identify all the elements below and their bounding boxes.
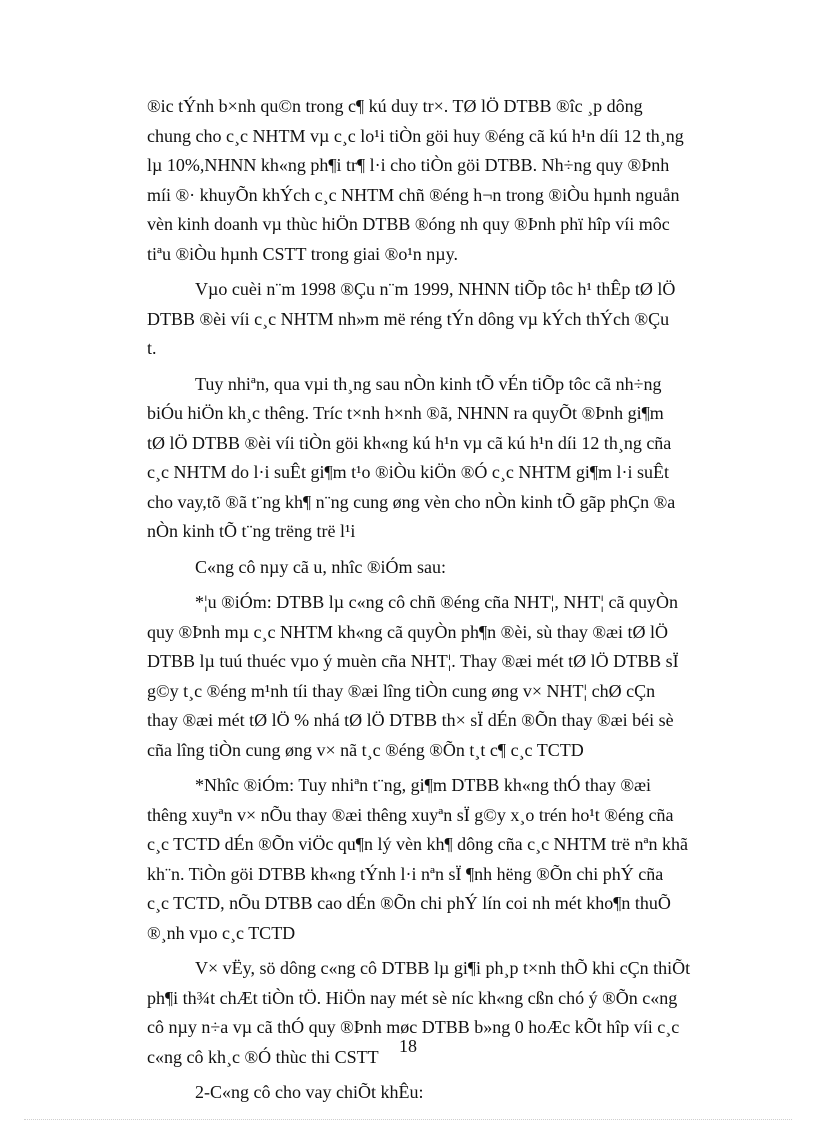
text-line: c¸c NHTM do l·i suÊt gi¶m t¹o ®iÒu kiÖn ®Ó c¸c NHTM gi¶m l·i suÊt <box>147 462 669 482</box>
text-line: Vµo cuèi n¨m 1998 ®Çu n¨m 1999, NHNN tiÕp tôc h¹ thÊp tØ lÖ <box>195 279 676 299</box>
text-line: míi ®· khuyÕn khÝch c¸c NHTM chñ ®éng h¬n trong ®iÒu hµnh nguån <box>147 184 680 205</box>
text-line: c«ng cô kh¸c ®Ó thùc thi CSTT <box>147 1046 379 1067</box>
paragraph-6-disadvantages <box>147 771 732 948</box>
text-line: *¦u ®iÓm: DTBB lµ c«ng cô chñ ®éng cña NHT¦, NHT¦ cã quyÒn <box>195 592 678 612</box>
text-line: cho vay,tõ ®ã t¨ng kh¶ n¨ng cung øng vèn cho nÒn kinh tÕ gãp phÇn ®a <box>147 491 676 512</box>
paragraph-3 <box>147 370 732 547</box>
text-line: c¸c TCTD dÉn ®Õn viÖc qu¶n lý vèn kh¶ dông cña c¸c NHTM trë nªn khã <box>147 834 688 854</box>
body-text <box>147 92 732 1114</box>
text-line: tØ lÖ DTBB ®èi víi tiÒn göi kh«ng kú h¹n vµ cã kú h¹n díi 12 th¸ng cña <box>147 432 672 453</box>
text-line: biÓu hiÖn kh¸c thêng. Tríc t×nh h×nh ®ã, NHNN ra quyÕt ®Þnh gi¶m <box>147 403 664 423</box>
text-line: tiªu ®iÒu hµnh CSTT trong giai ®o¹n nµy. <box>147 243 458 264</box>
text-line: DTBB lµ tuú thuéc vµo ý muèn cña NHT¦. Thay ®æi mét tØ lÖ DTBB sÏ <box>147 651 679 671</box>
text-line: c¸c TCTD, nÕu DTBB cao dÉn ®Õn chi phÝ lín coi nh mét kho¶n thuÕ <box>147 893 671 913</box>
paragraph-2 <box>147 275 732 364</box>
text-line: *Nhîc ®iÓm: Tuy nhiªn t¨ng, gi¶m DTBB kh«ng thÓ thay ®æi <box>195 775 652 795</box>
text-line: Tuy nhiªn, qua vµi th¸ng sau nÒn kinh tÕ vÉn tiÕp tôc cã nh÷ng <box>195 373 662 394</box>
text-line: kh¨n. TiÒn göi DTBB kh«ng tÝnh l·i nªn sÏ ¶nh hëng ®Õn chi phÝ cña <box>147 863 664 884</box>
page-number: 18 <box>399 1036 417 1056</box>
section-heading <box>147 1078 732 1108</box>
text-line: thay ®æi mét tØ lÖ % nhá tØ lÖ DTBB th× sÏ dÉn ®Õn thay ®æi béi sè <box>147 710 674 730</box>
text-line: ph¶i th¾t chÆt tiÒn tÖ. HiÖn nay mét sè níc kh«ng cßn chó ý ®Õn c«ng <box>147 987 678 1008</box>
text-line: ®ic tÝnh b×nh qu©n trong c¶ kú duy tr×. TØ lÖ DTBB ®îc ¸p dông <box>147 96 643 116</box>
text-line: g©y t¸c ®éng m¹nh tíi thay ®æi lîng tiÒn cung øng v× NHT¦ chØ cÇn <box>147 680 656 701</box>
text-line: C«ng cô nµy cã u, nhîc ®iÓm sau: <box>195 556 447 577</box>
text-line: lµ 10%,NHNN kh«ng ph¶i tr¶ l·i cho tiÒn göi DTBB. Nh÷ng quy ®Þnh <box>147 155 670 175</box>
text-line: ®¸nh vµo c¸c TCTD <box>147 922 296 943</box>
text-line: chung cho c¸c NHTM vµ c¸c lo¹i tiÒn göi huy ®éng cã kú h¹n díi 12 th¸ng <box>147 125 684 146</box>
paragraph-1 <box>147 92 732 269</box>
text-line: thêng xuyªn v× nÕu thay ®æi thêng xuyªn sÏ g©y x¸o trén ho¹t ®éng cña <box>147 804 674 825</box>
text-line: 2-C«ng cô cho vay chiÕt khÊu: <box>195 1082 424 1102</box>
paragraph-4 <box>147 553 732 583</box>
text-line: cô nµy n÷a vµ cã thÓ quy ®Þnh møc DTBB b»ng 0 hoÆc kÕt hîp víi c¸c <box>147 1017 680 1037</box>
paragraph-5-advantages <box>147 588 732 765</box>
page-bottom-divider <box>24 1119 792 1120</box>
text-line: cña lîng tiÒn cung øng v× nã t¸c ®éng ®Õn t¸t c¶ c¸c TCTD <box>147 739 584 760</box>
text-line: DTBB ®èi víi c¸c NHTM nh»m më réng tÝn dông vµ kÝch thÝch ®Çu <box>147 308 670 329</box>
text-line: vèn kinh doanh vµ thùc hiÖn DTBB ®óng nh quy ®Þnh phï hîp víi môc <box>147 214 670 234</box>
text-line: t. <box>147 338 157 358</box>
text-line: quy ®Þnh mµ c¸c NHTM kh«ng cã quyÒn ph¶n ®èi, sù thay ®æi tØ lÖ <box>147 621 669 642</box>
text-line: nÒn kinh tÕ t¨ng trëng trë l¹i <box>147 521 356 541</box>
text-line: V× vËy, sö dông c«ng cô DTBB lµ gi¶i ph¸p t×nh thÕ khi cÇn thiÕt <box>195 958 691 978</box>
